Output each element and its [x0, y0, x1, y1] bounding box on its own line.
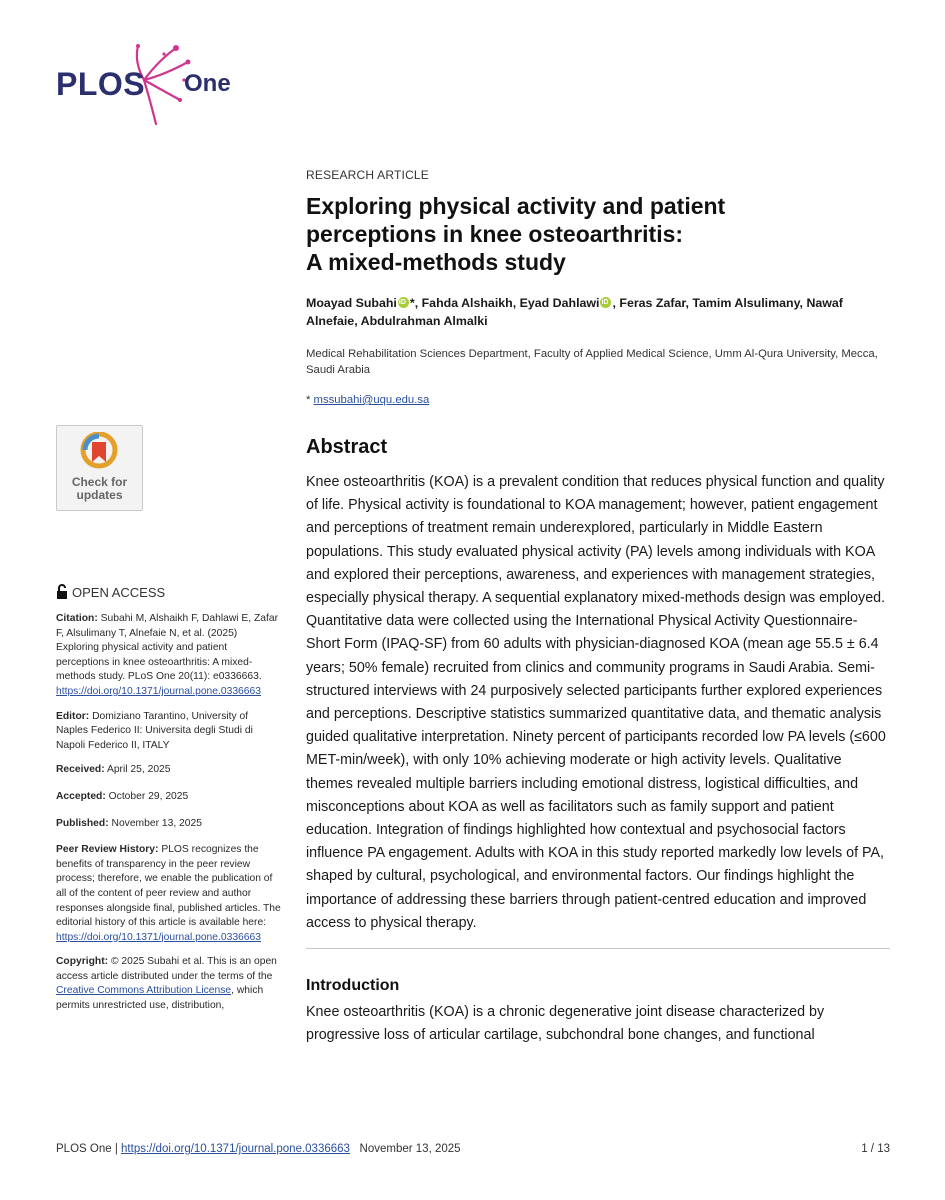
title-line-1: Exploring physical activity and patient	[306, 193, 726, 219]
published-block	[56, 817, 282, 832]
author-list	[306, 294, 890, 330]
check-for-updates-badge[interactable]	[56, 425, 143, 511]
bookmark-ribbon-icon	[78, 432, 120, 472]
author-names-rest[interactable]: , Feras Zafar, Tamim Alsulimany, Nawaf Alnefaie, Abdulrahman Almalki	[306, 296, 843, 328]
footer-separator: |	[114, 1143, 118, 1155]
orcid-icon[interactable]	[600, 297, 611, 308]
plos-one-logo[interactable]	[56, 40, 256, 130]
email-link[interactable]: mssubahi@uqu.edu.sa	[313, 394, 430, 406]
footer-doi-link[interactable]: https://doi.org/10.1371/journal.pone.0336663	[121, 1143, 350, 1155]
accepted-block	[56, 790, 282, 805]
corresponding-email	[306, 394, 890, 406]
accepted-date: October 29, 2025	[108, 790, 189, 802]
abstract-text: Knee osteoarthritis (KOA) is a prevalent condition that reduces physical function and quality of life. Physical activity is foundational to KOA management; however, patient engagement and perceptions of treatment remain underexplored, particularly in Middle Eastern populations. This study evaluated physical activity (PA) levels among individuals with KOA and explored their perceptions, awareness, and experiences with management strategies, especially physical therapy. A sequential explanatory mixed-methods design was employed. Quantitative data were collected using the International Physical Activity Questionnaire-Short Form (IPAQ-SF) from 60 adults with physician-diagnosed KOA (mean age 55.5 ± 6.4 years; 50% female) recruited from clinics and community programs in Saudi Arabia. Semi-structured interviews with 24 purposively selected participants further explored experiences and perceptions. Descriptive statistics summarized quantitative data, and thematic analysis guided qualitative interpretation. Ninety percent of participants recorded low PA levels (≤600 MET-min/week), with only 10% achieving moderate or high activity levels. Qualitative themes revealed multiple barriers including emotional distress, logistical difficulties, and misconceptions about KOA as well as facilitators such as family support and patient education. Integration of findings highlighted how contextual and psychosocial factors influence PA engagement. Adults with KOA in this study reported markedly low levels of PA, shaped by cultural, psychological, and environmental factors. Our findings highlight the importance of addressing these barriers through patient-centred education and improved access to physical therapy.	[306, 474, 886, 931]
logo-wordmark-one: One	[184, 70, 231, 97]
copyright-label: Copyright:	[56, 956, 109, 968]
published-date: November 13, 2025	[111, 817, 202, 829]
peer-review-text: PLOS recognizes the benefits of transparency in the peer review process; therefore, we enable the publication of all of the content of peer review and author responses alongside final, published articles. The editorial history of this article is available here:	[56, 844, 281, 929]
editor-label: Editor:	[56, 710, 90, 722]
open-access-label	[56, 584, 165, 600]
published-label: Published:	[56, 817, 109, 829]
author-name[interactable]: Moayad Subahi	[306, 296, 397, 310]
author-affiliation: Medical Rehabilitation Sciences Department, Faculty of Applied Medical Science, Umm Al-Qura University, Mecca, Saudi Arabia	[306, 348, 878, 376]
corresponding-author-mark: *	[409, 296, 415, 310]
badge-label-line2: updates	[76, 488, 123, 502]
open-access-text: OPEN ACCESS	[72, 585, 166, 600]
copyright-text-continued: , which permits unrestricted use, distribution,	[56, 985, 264, 1012]
received-label: Received:	[56, 764, 105, 776]
peer-review-block	[56, 843, 282, 945]
title-line-2: perceptions in knee osteoarthritis:	[306, 221, 684, 247]
logo-wordmark-plos: PLOS	[56, 66, 146, 102]
citation-block	[56, 612, 282, 700]
received-block	[56, 763, 282, 778]
check-for-updates-label	[57, 476, 142, 502]
citation-label: Citation:	[56, 613, 98, 624]
article-title	[306, 192, 890, 276]
copyright-block	[56, 955, 282, 1013]
article-metadata-sidebar	[56, 612, 282, 1024]
email-mark: *	[306, 394, 311, 406]
footer-journal: PLOS One	[56, 1143, 112, 1155]
footer-date: November 13, 2025	[359, 1143, 461, 1155]
section-divider	[306, 948, 890, 949]
citation-doi-link[interactable]: https://doi.org/10.1371/journal.pone.0336663	[56, 685, 261, 697]
title-line-3: A mixed-methods study	[306, 249, 566, 275]
peer-review-label: Peer Review History:	[56, 844, 159, 856]
received-date: April 25, 2025	[106, 764, 171, 776]
editor-block	[56, 710, 282, 754]
open-lock-icon	[56, 584, 68, 599]
article-type: RESEARCH ARTICLE	[306, 168, 430, 182]
abstract-heading: Abstract	[306, 436, 388, 458]
author-names[interactable]: , Fahda Alshaikh, Eyad Dahlawi	[414, 296, 600, 310]
citation-text: Subahi M, Alshaikh F, Dahlawi E, Zafar F, Alsulimany T, Alnefaie N, et al. (2025) Exploring physical activity and patient perceptions in knee osteoarthritis: A mixed-methods study. PLoS One 20(11): e0336663.	[56, 613, 279, 683]
creative-commons-license-link[interactable]: Creative Commons Attribution License	[56, 985, 232, 997]
peer-review-link[interactable]: https://doi.org/10.1371/journal.pone.0336663	[56, 931, 261, 943]
accepted-label: Accepted:	[56, 790, 106, 802]
introduction-text: Knee osteoarthritis (KOA) is a chronic degenerative joint disease characterized by progressive loss of articular cartilage, subchondral bone changes, and functional	[306, 1004, 825, 1044]
page-footer	[56, 1143, 890, 1155]
copyright-text: © 2025 Subahi et al. This is an open access article distributed under the terms of the	[56, 956, 277, 982]
page-number: 1 / 13	[861, 1143, 890, 1155]
badge-label-line1: Check for	[71, 475, 128, 489]
orcid-icon[interactable]	[398, 297, 409, 308]
editor-text: Domiziano Tarantino, University of Naples Federico II: Universita degli Studi di Napoli Federico II, ITALY	[56, 710, 253, 751]
introduction-heading: Introduction	[306, 977, 400, 995]
article-main-column	[306, 168, 890, 1047]
